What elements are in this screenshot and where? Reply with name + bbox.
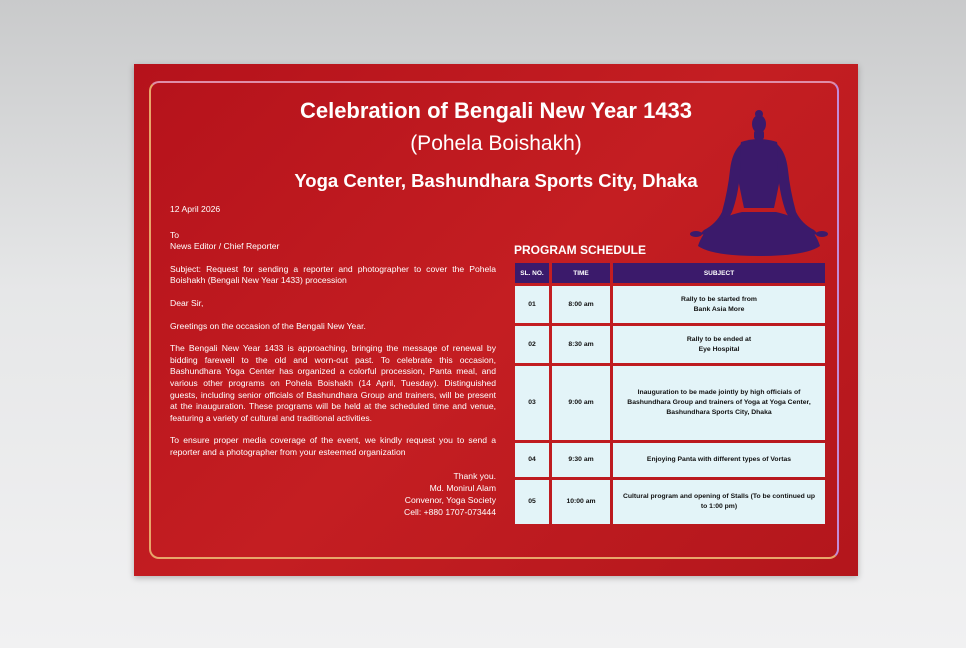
cell-subject: Rally to be ended at Eye Hospital — [613, 326, 825, 363]
cell-time: 9:00 am — [552, 366, 610, 440]
event-venue: Yoga Center, Bashundhara Sports City, Dhaka — [294, 170, 698, 191]
event-subtitle: (Pohela Boishakh) — [410, 132, 582, 155]
letter-date: 12 April 2026 — [170, 204, 221, 214]
table-header-row — [515, 263, 825, 283]
table-row — [515, 286, 825, 323]
cell-subject: Enjoying Panta with different types of Vortas — [613, 443, 825, 477]
cell-time: 8:00 am — [552, 286, 610, 323]
cell-sl: 03 — [515, 366, 549, 440]
letter-greeting: Greetings on the occasion of the Bengali New Year. — [170, 320, 366, 331]
cell-sl: 02 — [515, 326, 549, 363]
cell-sl: 01 — [515, 286, 549, 323]
signer-name: Md. Monirul Alam — [429, 482, 496, 493]
invitation-card — [134, 64, 858, 576]
cell-sl: 05 — [515, 480, 549, 524]
letter-request: To ensure proper media coverage of the event, we kindly request you to send a reporter and a photographer from your esteemed organization — [170, 435, 496, 457]
column-header-subject: SUBJECT — [613, 263, 825, 283]
cell-time: 10:00 am — [552, 480, 610, 524]
program-schedule-table — [512, 260, 828, 527]
cell-time: 9:30 am — [552, 443, 610, 477]
letter-paragraph: The Bengali New Year 1433 is approaching, bringing the message of renewal by bidding farewell to the old and worn-out past. To celebrate this occasion, Bashundhara Yoga Center has organized a colorful procession, Panta meal, and various other programs on Pohela Boishakh (14 April, Tuesday). Distinguished guests, including senior officials of Bashundhara Group and trainers, will be present at the inauguration. These programs will be held at the scheduled time and venue, featuring a variety of cultural and traditional activities. — [170, 343, 496, 423]
schedule-heading: PROGRAM SCHEDULE — [514, 243, 647, 257]
table-row — [515, 443, 825, 477]
meditation-silhouette-icon — [686, 108, 832, 260]
letter-recipient-block — [170, 230, 496, 253]
cell-subject: Rally to be started from Bank Asia More — [613, 286, 825, 323]
table-row — [515, 326, 825, 363]
closing: Thank you. — [453, 470, 496, 481]
signature-block — [170, 470, 496, 518]
cell-subject: Cultural program and opening of Stalls (To be continued up to 1:00 pm) — [613, 480, 825, 524]
letter-subject: Subject: Request for sending a reporter and photographer to cover the Pohela Boishakh (Bengali New Year 1433) procession — [170, 263, 496, 286]
cell-sl: 04 — [515, 443, 549, 477]
table-row — [515, 366, 825, 440]
table-row — [515, 480, 825, 524]
cell-subject: Inauguration to be made jointly by high officials of Bashundhara Group and trainers of Yoga at Yoga Center, Bashundhara Sports City, Dhaka — [613, 366, 825, 440]
column-header-time: TIME — [552, 263, 610, 283]
cell-time: 8:30 am — [552, 326, 610, 363]
signer-title: Convenor, Yoga Society — [404, 494, 496, 505]
column-header-sl: SL. NO. — [515, 263, 549, 283]
letter-salutation: Dear Sir, — [170, 297, 204, 308]
to-line: To — [170, 229, 180, 240]
signer-phone: Cell: +880 1707-073444 — [404, 506, 496, 517]
recipient: News Editor / Chief Reporter — [170, 241, 280, 252]
event-title: Celebration of Bengali New Year 1433 — [299, 98, 693, 123]
letter-body — [170, 204, 496, 518]
